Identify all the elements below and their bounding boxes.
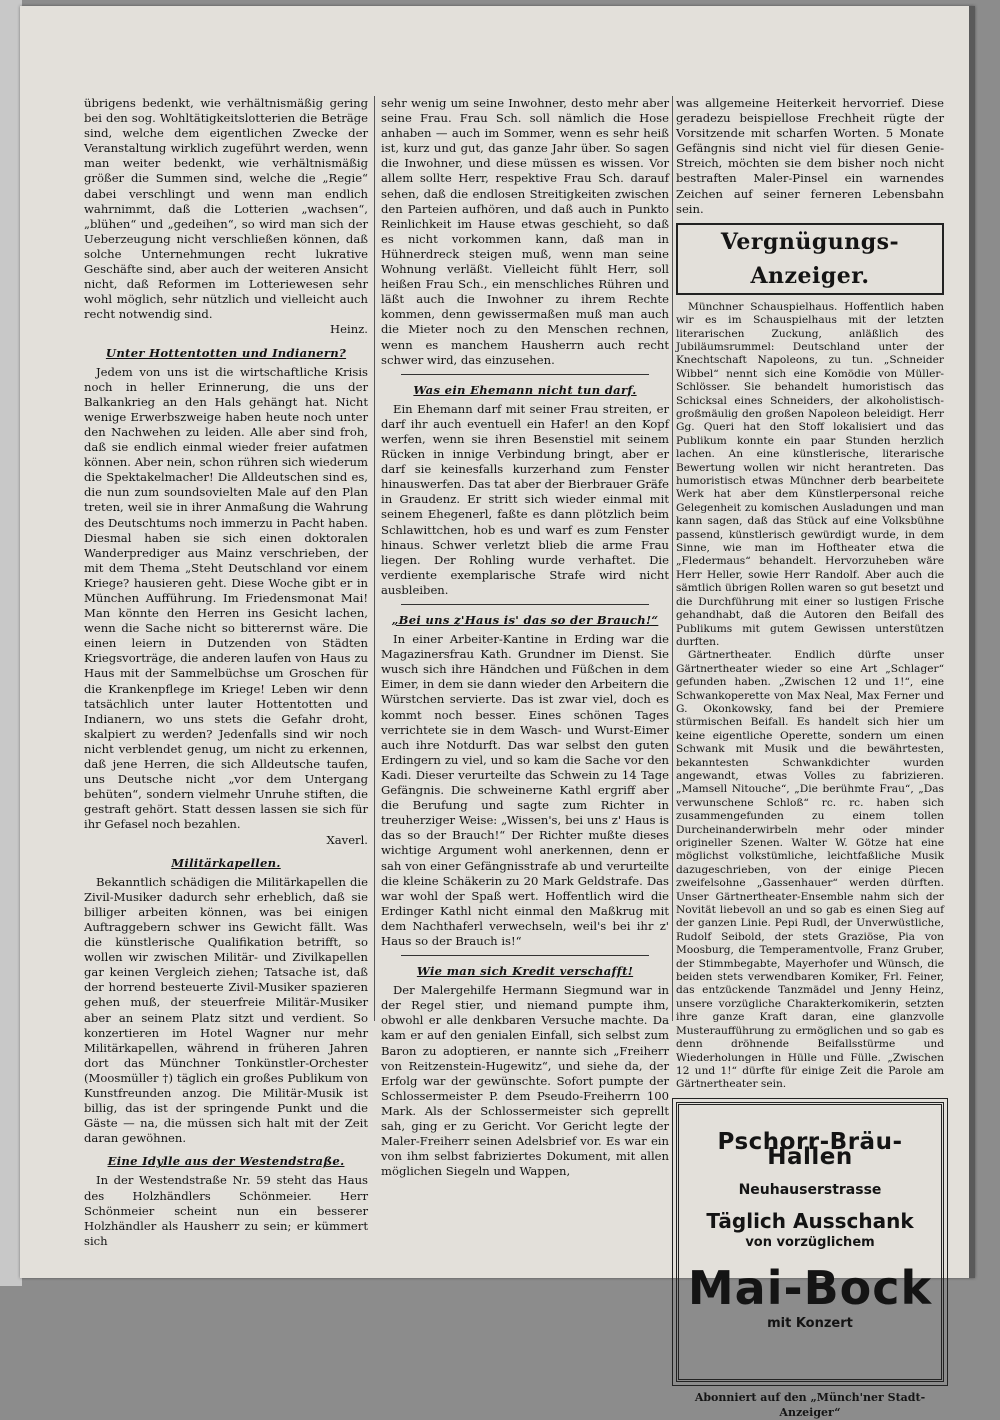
ehemann-headline: Was ein Ehemann nicht tun darf. [413,382,637,397]
divider [401,955,649,956]
militaerkapellen-text: Bekanntlich schädigen die Militärkapellen die Zivil-Musiker dadurch sehr erheblich, daß sie billiger arbeiten können, was bei einigen Auftraggebern schwer ins Gewicht fällt. Was die künstlerische Qualifikation betrifft, so wollen wir zwischen Militär- und Zivilkapellen gar keinen Vergleich ziehen; Tatsache ist, daß der horrend besteuerte Zivil-Musiker spazieren gehen muß, der steuerfreie Militär-Musiker aber an seinem Platz sitzt und verdient. So konzertieren im Hotel Wagner nur mehr Militärkapellen, während in früheren Jahren dort das Münchner Tonkünstler-Orchester (Moosmüller †) täglich ein großes Publikum von Kunstfreunden anzog. Die Militär-Musik ist billig, das ist der springende Punkt und die Gäste — na, die müssen sich halt mit der Zeit daran gewöhnen. [84,874,368,1146]
lottery-article-ending: übrigens bedenkt, wie verhältnismäßig gering bei den sog. Wohltätigkeitslotterien die Beträge sind, welche dem eigentlichen Zwecke der Veranstaltung wirklich zugeführt werden, wenn man weiter bedenkt, wie verhältnismäßig größer die Summen sind, welche die „Regie“ dabei verschlingt und wenn man endlich wahrnimmt, daß die Lotterien „wachsen“, „blühen“ und „gedeihen“, so wird man sich der Ueberzeugung nicht verschließen können, daß solche Unternehmungen recht lukrative Geschäfte sind, aber auch der weiteren Ansicht nicht, daß Reformen im Lotteriewesen sehr wohl möglich, sehr nützlich und vielleicht auch recht notwendig sind. [84,96,368,322]
westendstrasse-text: In der Westendstraße Nr. 59 steht das Haus des Holzhändlers Schönmeier. Herr Schönmeier scheint nun ein besserer Holzhändler als Hausherr zu sein; er kümmert sich [84,1173,368,1248]
militaerkapellen-headline: Militärkapellen. [171,855,281,870]
column-2 [381,96,669,1179]
gaertnertheater-review: Gärtnertheater. Endlich dürfte unser Gärtnertheater wieder so eine Art „Schlager“ gefunden haben. „Zwischen 12 und 1!“, eine Schwankoperette von Max Neal, Max Ferner und G. Okonkowsky, fand bei der Premiere stürmischen Beifall. Es handelt sich hier um keine eigentliche Operette, sondern um einen Schwank mit Musik und die bewährtesten, bekanntesten Schwankdichter wurden angewandt, etwas Volles zu fabrizieren. „Mamsell Nitouche“, „Die berühmte Frau“, „Das verwunschene Schloß“ rc. rc. haben sich zusammengefunden zu einem tollen Durcheinanderwirbeln mehr oder minder origineller Szenen. Walter W. Götze hat eine möglichst volkstümliche, leichtfaßliche Musik dazugeschrieben, von der einige Piecen zweifelsohne „Gassenhauer“ werden dürften. Unser Gärtnertheater-Ensemble nahm sich der Novität liebevoll an und so gab es einen Sieg auf der ganzen Linie. Pepi Rudl, der Unverwüstliche, Rudolf Seibold, der stets Graziöse, Pia von Moosburg, die Temperamentvolle, Franz Gruber, der Stimmbegabte, Mayerhofer und Wünsch, die beiden stets verwendbaren Komiker, Frl. Feiner, das entzückende Tanzmädel und Jenny Heinz, unsere vorzügliche Charakterkomikerin, setzten ihre ganze Kraft daran, eine glanzvolle Musteraufführung zu ermöglichen und so gab es denn dröhnende Beifallsstürme und Wiederholungen in Hülle und Fülle. „Zwischen 12 und 1!“ dürfte für einige Zeit die Parole am Gärtnertheater sein. [676,649,944,1091]
page-edge-shadow [969,6,975,1278]
kredit-continued: was allgemeine Heiterkeit hervorrief. Diese geradezu beispiellose Frechheit rügte der Vorsitzende mit scharfen Worten. 5 Monate Gefängnis sind nicht viel für diesen Genie-Streich, möchten sie dem bisher noch nicht bestraften Maler-Pinsel ein warnendes Zeichen auf seiner ferneren Lebensbahn sein. [676,96,944,216]
kredit-headline: Wie man sich Kredit verschafft! [416,964,634,979]
ad-tagline: Täglich Ausschank [706,1209,914,1233]
schauspielhaus-review: Münchner Schauspielhaus. Hoffentlich haben wir es im Schauspielhaus mit der letzten literarischen Zuckung, anläßlich des Jubiläumsrummel: Deutschland unter der Knechtschaft Napoleons, zu tun. „Schneider Wibbel“ nennt sich eine Komödie von Müller-Schlösser. Sie behandelt humoristisch das Schicksal eines Schneiders, der alkoholistisch-großmäulig den großen Napoleon beleidigt. Herr Gg. Queri hat den Stoff lokalisiert und das Publikum konnte ein paar Stunden herzlich lachen. An eine künstlerische, literarische Bewertung wollen wir nicht herantreten. Das humoristisch etwas Münchner derb bearbeitete Werk hat aber dem Künstlerpersonal reiche Gelegenheit zu komischen Ausladungen und man kann sagen, daß das Stück auf eine Volksbühne passend, künstlerisch gewürdigt wurde, in dem Sinne, wie man im Hoftheater etwa die „Fledermaus“ behandelt. Hervorzuheben wäre Herr Heller, sowie Herr Randolf. Aber auch die sämtlich übrigen Rollen waren so gut besetzt und die Durchführung mit einer so lustigen Frische gehandhabt, daß die Autoren den Beifall des Publikums mit gutem Gewissen unterstützen durften. [676,300,944,648]
column-rule-1 [374,96,375,1021]
column-rule-2 [672,96,673,1021]
hottentotten-signature: Xaverl. [326,832,368,847]
westendstrasse-continued: sehr wenig um seine Inwohner, desto mehr aber seine Frau. Frau Sch. soll nämlich die Hose anhaben — auch im Sommer, wenn es sehr heiß ist, kurz und gut, das ganze Jahr über. So sagen die Inwohner, und diese müssen es wissen. Vor allem sollte Herr, respektive Frau Sch. darauf sehen, daß die endlosen Streitigkeiten zwischen den Parteien aufhören, und daß auch in Punkto Reinlichkeit im Hause etwas geschieht, so daß es nicht vorkommen kann, daß man in Hühnerdreck steigen muß, wenn man seine Wohnung verläßt. Vielleicht fühlt Herr, soll heißen Frau Sch., ein menschliches Rühren und läßt auch die Inwohner zu ihrem Rechte kommen, denn gewissermaßen muß man auch die Mieter noch zu den Menschen rechnen, wenn es manchem Hausherrn auch recht schwer wird, das einzusehen. [381,96,669,367]
ehemann-text: Ein Ehemann darf mit seiner Frau streiten, er darf ihr auch eventuell ein Hafer! an den Kopf werfen, wenn sie ihren Besenstiel mit seinem Rücken in innige Verbindung bringt, aber er darf sie keinesfalls kurzerhand zum Fenster hinauswerfen. Das tat aber der Bierbrauer Gräfe in Graudenz. Er stritt sich wieder einmal mit seinem Ehegenerl, faßte es dann plötzlich beim Schlawittchen, hob es und warf es zum Fenster hinaus. Schwer verletzt blieb die arme Frau liegen. Der Rohling wurde verhaftet. Die verdiente exemplarische Strafe wird nicht ausbleiben. [381,401,669,597]
vergnuegungs-anzeiger-title: Vergnügungs-Anzeiger. [676,223,944,295]
ad-konzert: mit Konzert [767,1316,853,1332]
divider [401,604,649,605]
book-binding [0,0,22,1286]
westendstrasse-headline: Eine Idylle aus der Westendstraße. [107,1154,345,1169]
kredit-text: Der Malergehilfe Hermann Siegmund war in der Regel stier, und niemand pumpte ihm, obwohl er alle denkbaren Versuche machte. Da kam er auf den genialen Einfall, sich selbst zum Baron zu adoptieren, er nannte sich „Freiherr von Reitzenstein-Hugewitz“, und siehe da, der Erfolg war der gewünschte. Sofort pumpte der Schlossermeister P. dem Pseudo-Freiherrn 100 Mark. Als der Schlossermeister sich geprellt sah, ging er zu Gericht. Vor Gericht legte der Maler-Freiherr seinen Adelsbrief vor. Es war ein von ihm selbst fabriziertes Dokument, mit allen möglichen Siegeln und Wappen, [381,983,669,1179]
column-3 [676,96,944,1420]
column-1 [84,96,368,1249]
brauch-headline: „Bei uns z'Haus is' das so der Brauch!“ [391,613,659,627]
ad-street: Neuhauserstrasse [738,1181,882,1198]
ad-mai-bock: Mai-Bock [687,1261,933,1316]
lottery-article-signature: Heinz. [330,322,368,337]
pschorr-advertisement [676,1102,944,1382]
hottentotten-headline: Unter Hottentotten und Indianern? [105,345,347,360]
newspaper-page [20,6,975,1419]
subscription-note: Abonniert auf den „Münch'ner Stadt-Anzeiger“ [694,1390,926,1419]
hottentotten-text: Jedem von uns ist die wirtschaftliche Krisis noch in heller Erinnerung, die uns der Balkankrieg an den Hals gehängt hat. Nicht wenige Erwerbszweige haben heute noch unter den Nachwehen zu leiden. Alle aber sind froh, daß sie endlich einmal wieder freier aufatmen können. Aber nein, schon rühren sich wiederum die Spektakelmacher! Die Alldeutschen sind es, die nun zum soundsovielten Male auf den Plan treten, weil sie in ihrer Anmaßung die Wahrung des Deutschtums noch immerzu in Pacht haben. Diesmal haben sie sich einen doktoralen Wanderprediger aus Mainz verschrieben, der mit dem Thema „Steht Deutschland vor einem Kriege? hausieren geht. Diese Woche gibt er in München Aufführung. Im Friedensmonat Mai! Man könnte den Herren ins Gesicht lachen, wenn die Sache nicht so bitterernst wäre. Die einen leiern in Dutzenden von Städten Kriegsvorträge, die anderen laufen von Haus zu Haus mit der Sammelbüchse um Groschen für die Krankenpflege im Kriege! Leben wir denn tatsächlich unter lauter Hottentotten und Indianern, wo uns stets die Gefahr droht, skalpiert zu werden? Jedenfalls sind wir noch nicht verblendet genug, um nicht zu erkennen, daß jene Herren, die sich Alldeutsche taufen, uns Deutsche nicht „vor dem Untergang behüten“, sondern vielmehr Unruhe stiften, die gestraft gehört. Statt dessen lassen sie sich für ihr Gefasel noch bezahlen. [84,364,368,832]
ad-subline: von vorzüglichem [745,1235,875,1251]
ad-brand-name: Pschorr-Bräu-Hallen [717,1128,903,1170]
divider [401,374,649,375]
brauch-text: In einer Arbeiter-Kantine in Erding war die Magazinersfrau Kath. Grundner im Dienst. Sie wusch sich ihre Händchen und Füßchen in dem Eimer, in dem sie dann wieder den Arbeitern die Würstchen servierte. Das ist zwar viel, doch es kommt noch besser. Eines schönen Tages verrichtete sie in dem Wasch- und Wurst-Eimer auch ihre Notdurft. Das war selbst den guten Erdingern zu viel, und so kam die Sache vor den Kadi. Dieser verurteilte das Schwein zu 14 Tage Gefängnis. Die schweinerne Kathl ergriff aber die Berufung und sagte zum Richter in treuherziger Weise: „Wissen's, bei uns z' Haus is das so der Brauch!“ Der Richter mußte dieses wichtige Argument wohl anerkennen, denn er sah von einer Gefängnisstrafe ab und verurteilte die kleine Schäkerin zu 20 Mark Geldstrafe. Das war wohl der Spaß wert. Hoffentlich wird die Erdinger Kathl nicht einmal den Maßkrug mit dem Nachthaferl verwechseln, weil's bei ihr z' Haus so der Brauch is!“ [381,632,669,948]
